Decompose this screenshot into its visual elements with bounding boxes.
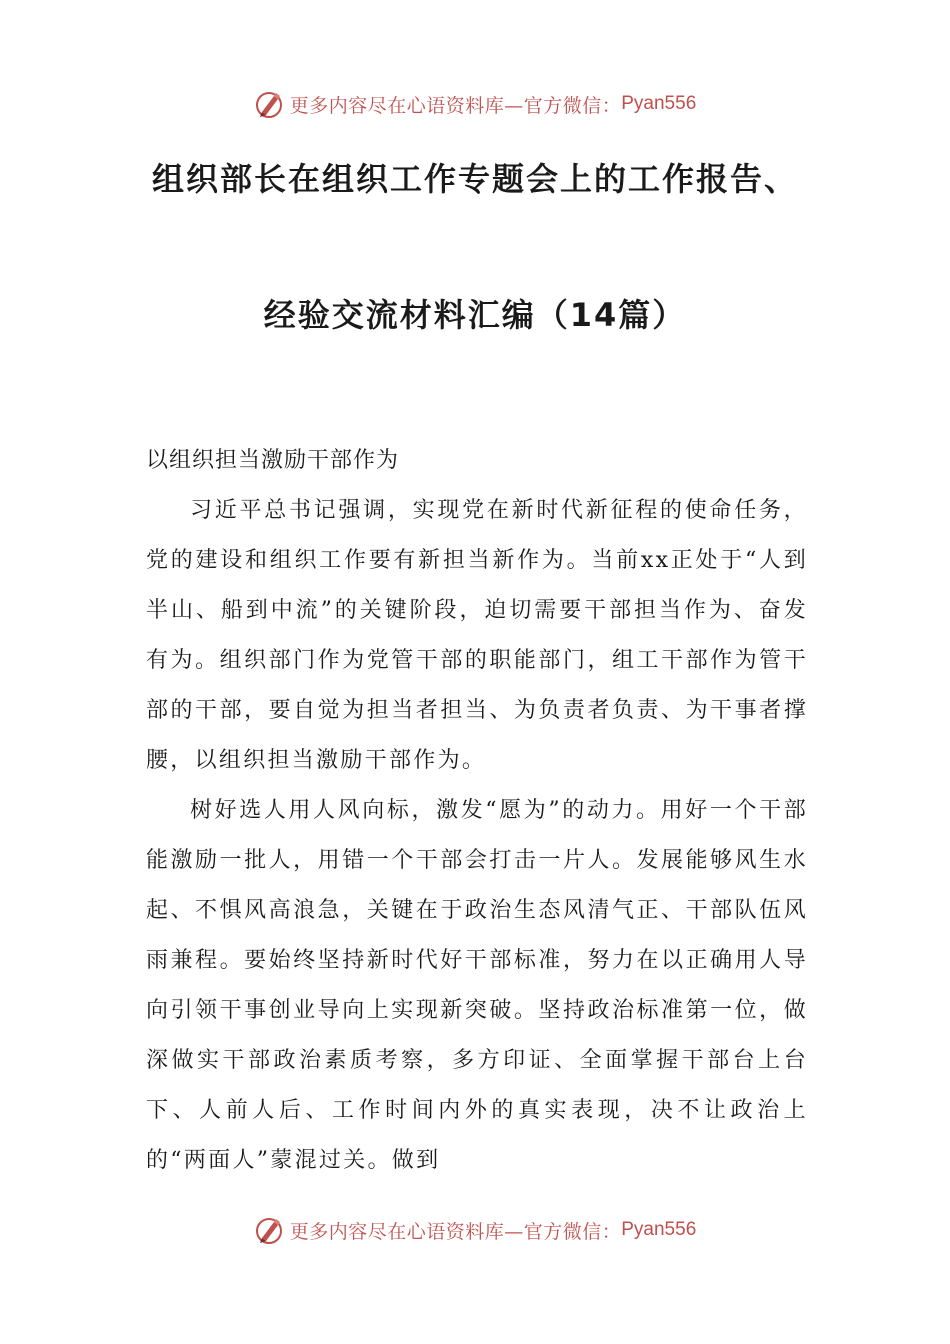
document-body xyxy=(146,436,808,1186)
document-title-line-2: 经验交流材料汇编（14篇） xyxy=(263,296,687,334)
pen-logo-icon xyxy=(254,88,286,120)
paragraph-2: 树好选人用人风向标，激发“愿为”的动力。用好一个干部能激励一批人，用错一个干部会打击一片人。发展能够风生水起、不惧风高浪急，关键在于政治生态风清气正、干部队伍风雨兼程。要始终坚持新时代好干部标准，努力在以正确用人导向引领干事创业导向上实现新突破。坚持政治标准第一位，做深做实干部政治素质考察，多方印证、全面掌握干部台上台下、人前人后、工作时间内外的真实表现，决不让政治上的“两面人”蒙混过关。做到 xyxy=(146,798,808,1173)
watermark-wechat-id: Pyan556 xyxy=(621,1219,697,1240)
paragraph-1: 习近平总书记强调，实现党在新时代新征程的使命任务，党的建设和组织工作要有新担当新作为。当前xx正处于“人到半山、船到中流”的关键阶段，迫切需要干部担当作为、奋发有为。组织部门作为党管干部的职能部门，组工干部作为管干部的干部，要自觉为担当者担当、为负责者负责、为干事者撑腰，以组织担当激励干部作为。 xyxy=(146,498,808,773)
watermark-wechat-id: Pyan556 xyxy=(621,93,697,114)
watermark-text: 更多内容尽在心语资料库—官方微信： xyxy=(289,1220,622,1243)
watermark-banner-bottom xyxy=(0,1210,950,1250)
document-title-line-1: 组织部长在组织工作专题会上的工作报告、 xyxy=(151,160,798,198)
section-title: 以组织担当激励干部作为 xyxy=(146,448,400,473)
watermark-text: 更多内容尽在心语资料库—官方微信： xyxy=(289,94,622,117)
watermark-banner-top xyxy=(0,84,950,124)
pen-logo-icon xyxy=(254,1214,286,1246)
